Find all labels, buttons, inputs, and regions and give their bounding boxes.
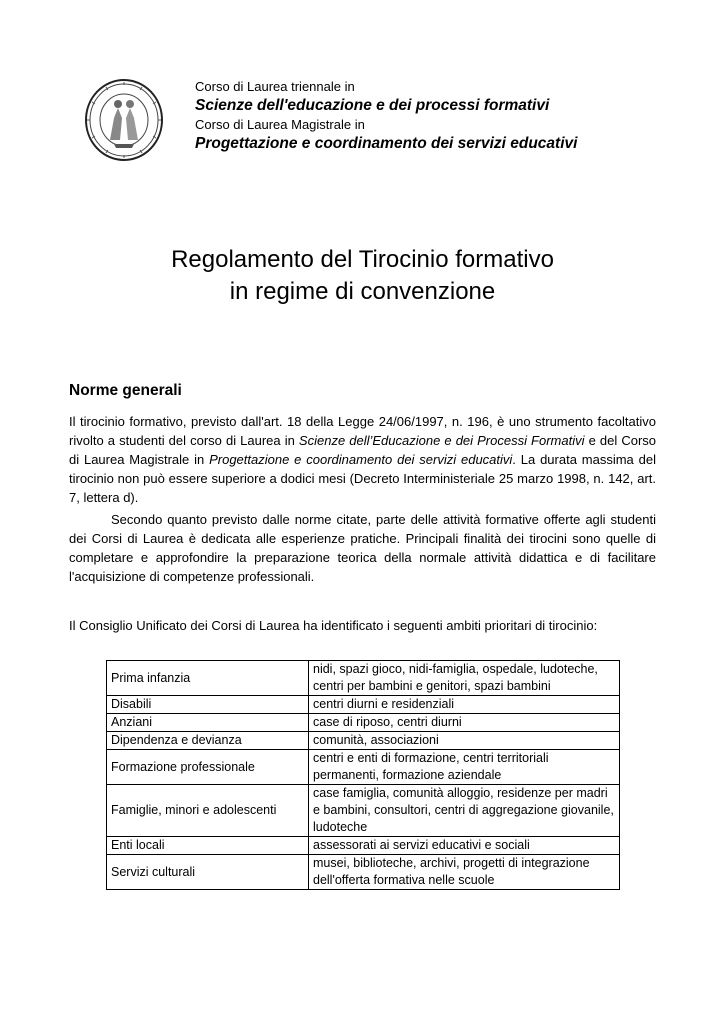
paragraph-1-course-name-a: Scienze dell’Educazione e dei Processi Formativi (298, 433, 585, 448)
title-line-2: in regime di convenzione (229, 278, 496, 305)
table-row (107, 696, 620, 714)
table-cell-area: Formazione professionale (107, 750, 309, 785)
table-cell-details: assessorati ai servizi educativi e sociali (309, 837, 620, 855)
document-title (0, 244, 725, 308)
table-cell-details: case famiglia, comunità alloggio, residenze per madri e bambini, consultori, centri di aggregazione giovanile, ludoteche (309, 785, 620, 837)
title-line-1: Regolamento del Tirocinio formativo (171, 246, 554, 273)
table-cell-area: Dipendenza e devianza (107, 732, 309, 750)
university-seal-icon (84, 78, 164, 162)
header-course-name-2: Progettazione e coordinamento dei servizi educativi (195, 135, 578, 152)
table-cell-details: centri e enti di formazione, centri territoriali permanenti, formazione aziendale (309, 750, 620, 785)
paragraph-1-course-name-b: Progettazione e coordinamento dei servizi educativi (209, 452, 513, 467)
table-cell-area: Famiglie, minori e adolescenti (107, 785, 309, 837)
table-row (107, 661, 620, 696)
table-row (107, 855, 620, 890)
table-cell-details: centri diurni e residenziali (309, 696, 620, 714)
table-row (107, 750, 620, 785)
section-heading: Norme generali (69, 382, 182, 399)
paragraph-1-text-b: e del Corso di Laurea Magistrale in (69, 433, 657, 467)
header-course-name-1: Scienze dell'educazione e dei processi formativi (195, 97, 550, 114)
paragraph-norme (69, 412, 656, 507)
table-cell-details: musei, biblioteche, archivi, progetti di integrazione dell'offerta formativa nelle scuole (309, 855, 620, 890)
header-line-3: Corso di Laurea Magistrale in (195, 117, 365, 132)
paragraph-finalita: Secondo quanto previsto dalle norme citate, parte delle attività formative offerte agli studenti dei Corsi di Laurea è dedicata alle esperienze pratiche. Principali finalità dei tirocini sono quelle di completare e approfondire la preparazione teorica della normale attività didattica e di facilitare l'acquisizione di competenze professionali. (69, 512, 656, 584)
table-cell-area: Prima infanzia (107, 661, 309, 696)
table-cell-details: case di riposo, centri diurni (309, 714, 620, 732)
table-row (107, 732, 620, 750)
table-row (107, 837, 620, 855)
ambiti-table (106, 660, 620, 890)
table-cell-area: Disabili (107, 696, 309, 714)
table-row (107, 714, 620, 732)
course-header (195, 78, 675, 154)
table-cell-details: nidi, spazi gioco, nidi-famiglia, ospedale, ludoteche, centri per bambini e genitori, spazi bambini (309, 661, 620, 696)
table-cell-area: Servizi culturali (107, 855, 309, 890)
paragraph-1-text-a: Il tirocinio formativo, previsto dall'art. 18 della Legge 24/06/1997, n. 196, è uno strumento facoltativo rivolto a studenti del corso di Laurea in (69, 414, 656, 448)
table-cell-area: Anziani (107, 714, 309, 732)
table-cell-area: Enti locali (107, 837, 309, 855)
paragraph-ambiti-intro: Il Consiglio Unificato dei Corsi di Laurea ha identificato i seguenti ambiti prioritari di tirocinio: (69, 618, 598, 633)
table-cell-details: comunità, associazioni (309, 732, 620, 750)
paragraph-1-text-c: . La durata massima del tirocinio non può essere superiore a dodici mesi (Decreto Interministeriale 25 marzo 1998, n. 142, art. 7, lettera d). (69, 452, 656, 505)
table-row (107, 785, 620, 837)
header-line-1: Corso di Laurea triennale in (195, 79, 355, 94)
